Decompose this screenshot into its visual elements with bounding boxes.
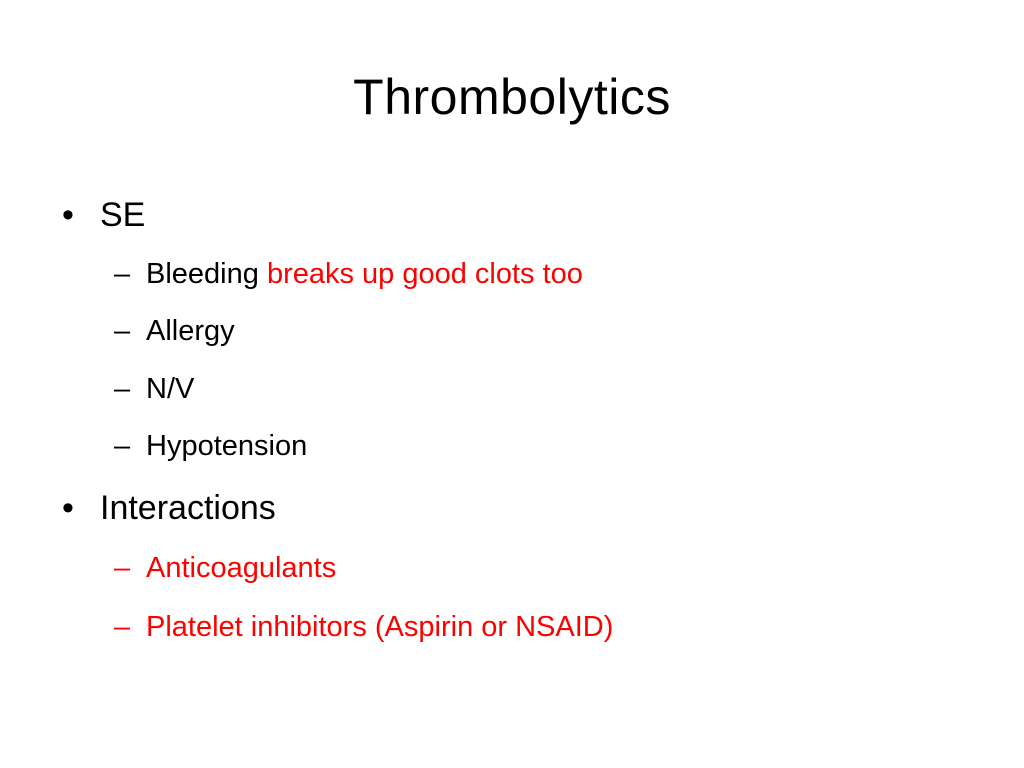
bullet-interactions-label: Interactions [100, 489, 276, 527]
dash-icon: – [114, 373, 131, 405]
dash-icon: – [114, 258, 131, 290]
bullet-se [62, 195, 145, 235]
sub-item-text: N/V [146, 373, 195, 405]
sub-item-hypotension [114, 428, 307, 464]
sub-item-text: Anticoagulants [146, 552, 337, 584]
sub-item-nv [114, 371, 194, 407]
bullet-icon: • [62, 196, 74, 234]
dash-icon: – [114, 611, 131, 643]
bullet-se-label: SE [100, 196, 146, 234]
sub-item-highlight: breaks up good clots too [266, 258, 583, 290]
sub-item-platelet-inhibitors [114, 609, 613, 645]
dash-icon: – [114, 315, 131, 347]
sub-item-text: Hypotension [146, 430, 308, 462]
slide-title: Thrombolytics [353, 69, 671, 125]
sub-item-text: Bleeding [146, 258, 259, 290]
bullet-interactions [62, 488, 276, 528]
sub-item-text: Allergy [146, 315, 235, 347]
sub-item-text: Platelet inhibitors (Aspirin or NSAID) [146, 611, 614, 643]
sub-item-allergy [114, 313, 235, 349]
bullet-icon: • [62, 489, 74, 527]
sub-item-bleeding [114, 256, 583, 292]
dash-icon: – [114, 430, 131, 462]
sub-item-anticoagulants [114, 550, 336, 586]
dash-icon: – [114, 552, 131, 584]
